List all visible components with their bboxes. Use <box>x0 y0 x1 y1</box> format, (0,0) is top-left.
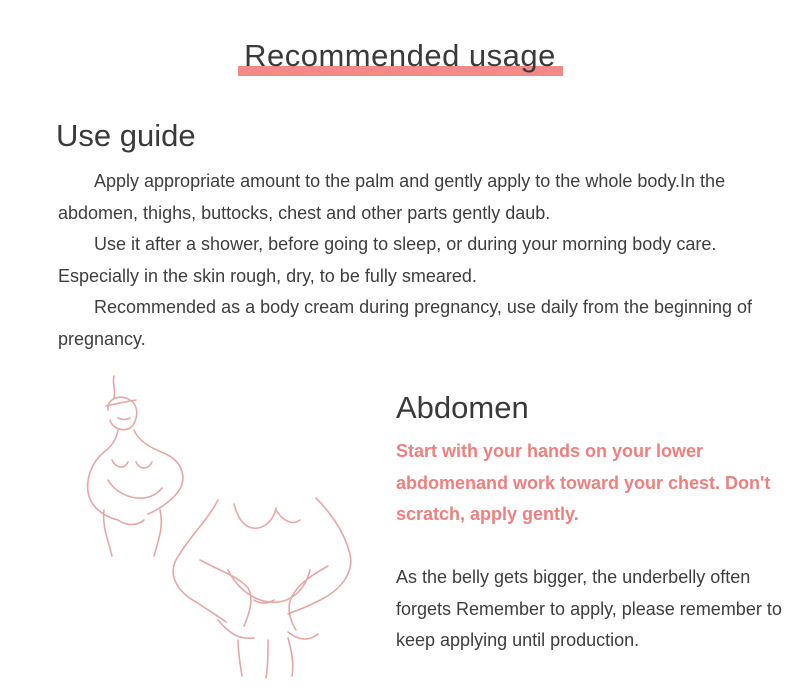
abdomen-highlight-text <box>396 436 776 531</box>
abdomen-heading: Abdomen <box>396 390 529 425</box>
use-guide-heading: Use guide <box>56 118 196 153</box>
title-section <box>0 38 800 74</box>
guide-paragraph: Apply appropriate amount to the palm and gently apply to the whole body.In the abdomen, thighs, buttocks, chest and other parts gently daub. <box>58 171 726 223</box>
guide-paragraph: Recommended as a body cream during pregnancy, use daily from the beginning of pregnancy. <box>58 297 753 349</box>
page-title <box>236 38 564 74</box>
page-title-text: Recommended usage <box>244 38 556 73</box>
guide-paragraph: Use it after a shower, before going to sleep, or during your morning body care. Especially in the skin rough, dry, to be fully smeared. <box>58 234 717 286</box>
pregnant-woman-sketch-icon <box>78 370 378 680</box>
use-guide-body <box>58 166 758 355</box>
abdomen-highlight-paragraph: Start with your hands on your lower abdomenand work toward your chest. Don't scratch, apply gently. <box>396 441 771 524</box>
abdomen-body-paragraph: As the belly gets bigger, the underbelly often forgets Remember to apply, please remember to keep applying until production. <box>396 567 782 650</box>
abdomen-body-text <box>396 562 786 657</box>
